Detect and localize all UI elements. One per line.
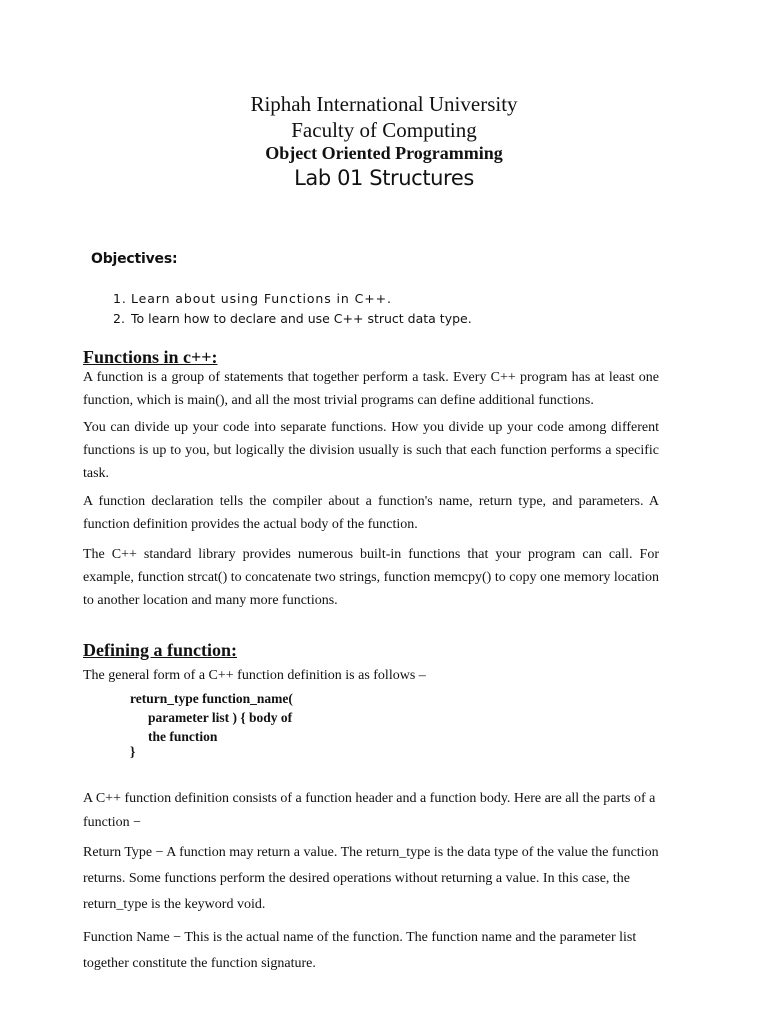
functions-paragraph: You can divide up your code into separate functions. How you divide up your code among different functions is up to you, but logically the division usually is such that each function performs a specific task. — [83, 420, 659, 481]
functions-paragraph: A function is a group of statements that together perform a task. Every C++ program has at least one function, which is main(), and all the most trivial programs can define additional functions. — [83, 370, 659, 408]
functions-heading: Functions in c++: — [83, 347, 218, 367]
code-line: return_type function_name( — [130, 691, 293, 706]
function-name-paragraph: Function Name − This is the actual name of the function. The function name and the parameter list together constitute the function signature. — [83, 930, 637, 971]
objective-item — [113, 309, 472, 329]
university-name: Riphah International University — [250, 92, 518, 116]
objectives-list — [113, 289, 472, 329]
defining-heading: Defining a function: — [83, 640, 238, 660]
code-line: parameter list ) { body of — [148, 710, 293, 725]
functions-paragraph: The C++ standard library provides numerous built-in functions that your program can call. For example, function strcat() to concatenate two strings, function memcpy() to copy one memory location to another location and many more functions. — [83, 547, 659, 608]
code-line: } — [130, 744, 136, 759]
definition-paragraph: A C++ function definition consists of a function header and a function body. Here are all the parts of a function − — [83, 791, 656, 830]
objective-text: To learn how to declare and use C++ struct data type. — [131, 311, 472, 326]
return-type-paragraph: Return Type − A function may return a value. The return_type is the data type of the value the function returns. Some functions perform the desired operations without returning a value. In this case, the return_type is the keyword void. — [83, 845, 659, 912]
defining-intro: The general form of a C++ function definition is as follows – — [83, 668, 426, 683]
objective-text: Learn about using Functions in C++. — [131, 291, 392, 306]
functions-paragraph: A function declaration tells the compiler about a function's name, return type, and parameters. A function definition provides the actual body of the function. — [83, 494, 659, 532]
objective-item — [113, 289, 472, 309]
objective-number: 2. — [113, 311, 125, 326]
lab-title: Lab 01 Structures — [294, 166, 474, 190]
objectives-heading: Objectives: — [91, 251, 178, 267]
faculty-name: Faculty of Computing — [291, 118, 477, 142]
course-title: Object Oriented Programming — [265, 143, 503, 163]
code-line: the function — [148, 729, 218, 744]
objective-number: 1. — [113, 291, 127, 306]
